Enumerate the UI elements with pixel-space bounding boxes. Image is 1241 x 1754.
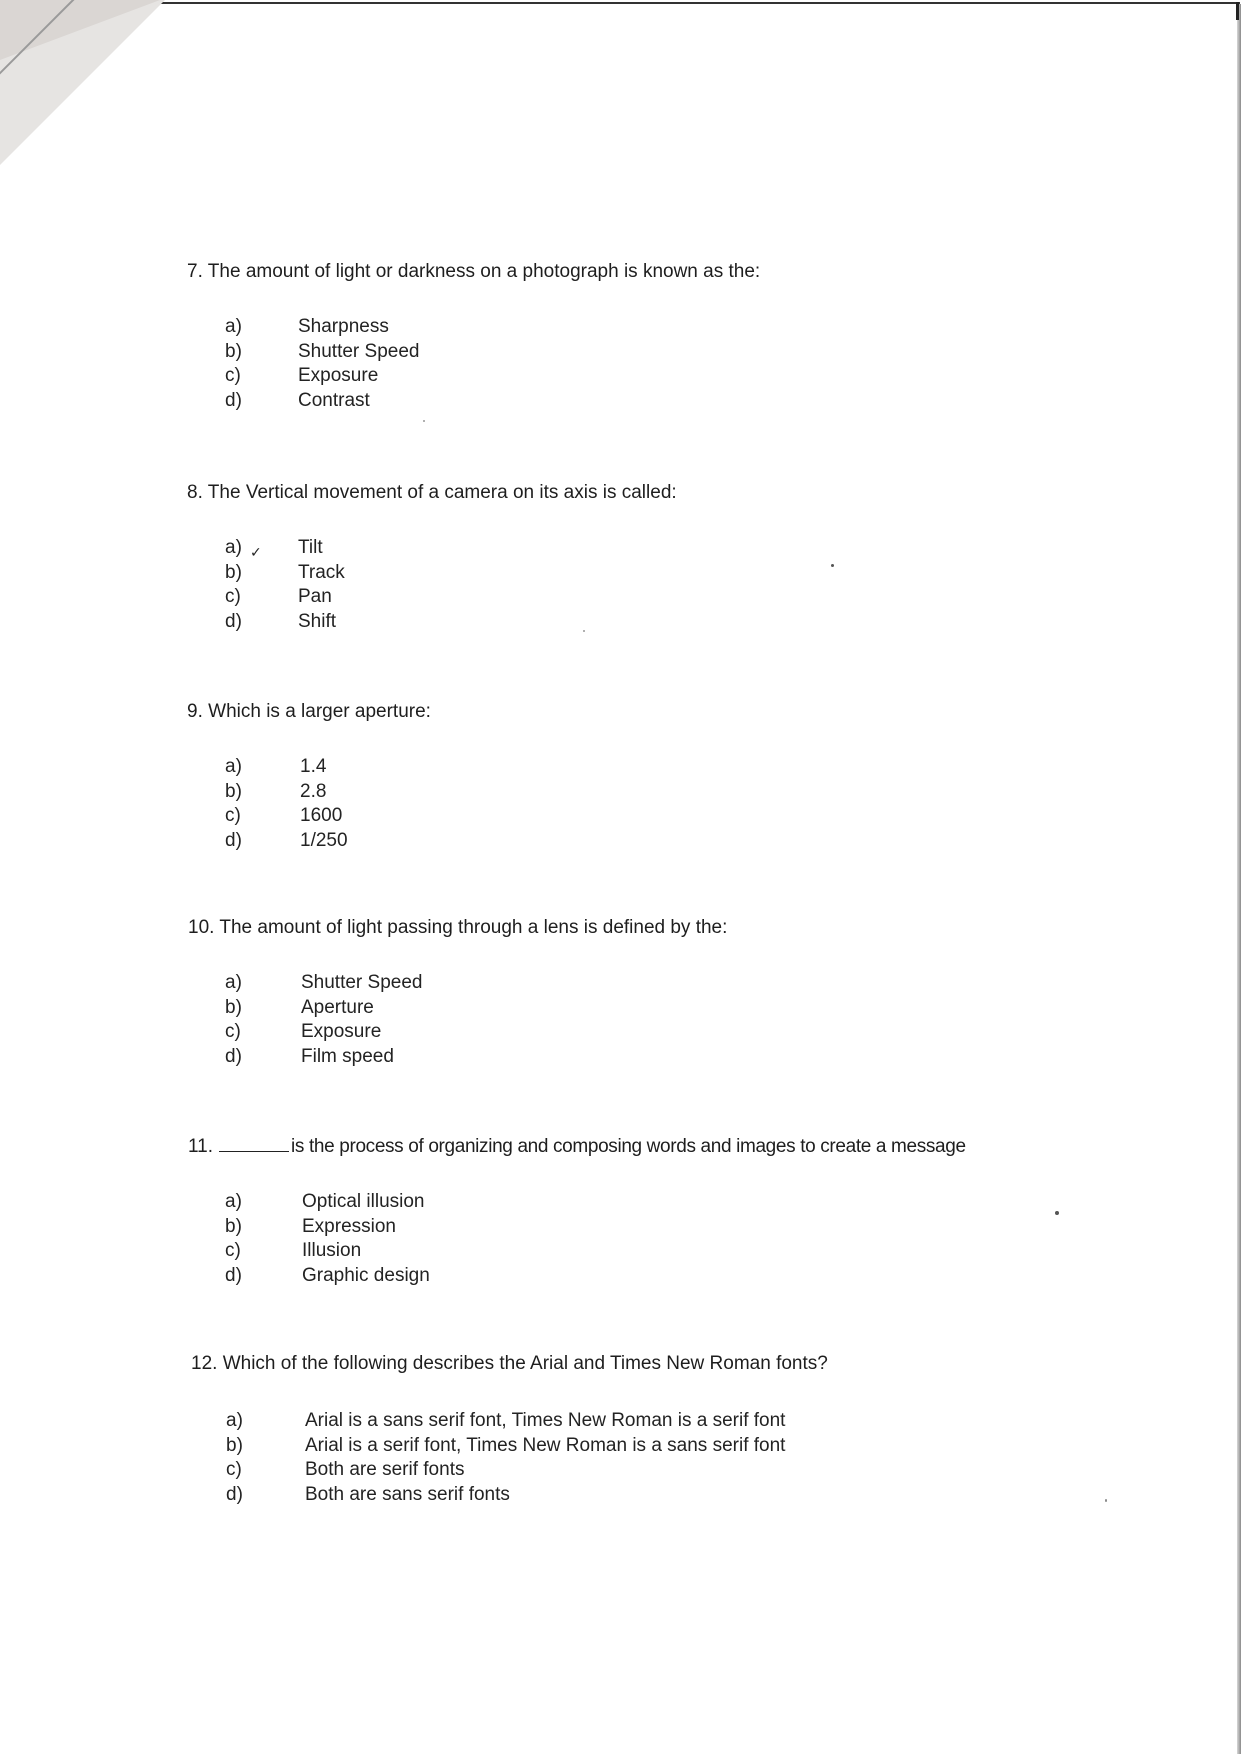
option-a[interactable] bbox=[226, 1409, 863, 1434]
question-10 bbox=[188, 916, 727, 1069]
option-label: a) bbox=[225, 1191, 242, 1212]
option-text: Graphic design bbox=[302, 1264, 430, 1286]
option-label: b) bbox=[225, 561, 242, 583]
scan-speck bbox=[831, 564, 834, 567]
question-10-text bbox=[188, 916, 727, 940]
question-9-options bbox=[225, 755, 469, 853]
option-text: Tilt bbox=[298, 537, 323, 558]
option-label: b) bbox=[225, 1215, 242, 1237]
option-b[interactable] bbox=[226, 1434, 863, 1459]
option-text: Exposure bbox=[298, 365, 379, 386]
question-prompt: The Vertical movement of a camera on its axis is called: bbox=[207, 482, 677, 503]
option-d[interactable] bbox=[225, 1045, 764, 1070]
checkmark-icon: ✓ bbox=[250, 544, 262, 560]
question-number: 11. bbox=[188, 1136, 214, 1157]
question-11-text bbox=[188, 1133, 966, 1159]
option-label: a) bbox=[225, 316, 242, 337]
option-label: d) bbox=[225, 610, 242, 632]
option-label: b) bbox=[225, 996, 242, 1018]
option-label: a) bbox=[225, 756, 242, 777]
scan-top-edge bbox=[150, 2, 1240, 4]
option-label: d) bbox=[225, 389, 242, 411]
option-text: Shutter Speed bbox=[301, 972, 423, 993]
option-label: b) bbox=[225, 340, 242, 362]
question-prompt: The amount of light or darkness on a photograph is known as the: bbox=[207, 261, 761, 282]
option-text: Shutter Speed bbox=[298, 340, 420, 362]
option-text: Film speed bbox=[301, 1045, 394, 1067]
question-prompt: The amount of light passing through a lens is defined by the: bbox=[219, 917, 728, 938]
question-12-text bbox=[191, 1352, 828, 1376]
question-number: 9. bbox=[187, 701, 203, 722]
option-a[interactable] bbox=[225, 971, 764, 996]
option-text: Shift bbox=[298, 610, 337, 632]
option-c[interactable] bbox=[225, 585, 715, 610]
option-label: b) bbox=[226, 1434, 243, 1456]
question-8-options bbox=[225, 536, 715, 634]
question-number: 12. bbox=[191, 1353, 218, 1374]
option-b[interactable] bbox=[225, 996, 764, 1021]
option-b[interactable] bbox=[225, 1215, 1003, 1240]
question-12-options bbox=[226, 1409, 863, 1507]
option-text: Both are sans serif fonts bbox=[305, 1483, 510, 1505]
option-d[interactable] bbox=[225, 1264, 1003, 1289]
scan-speck bbox=[423, 420, 425, 422]
scan-right-corner-mark bbox=[1236, 2, 1239, 20]
question-prompt: is the process of organizing and composing words and images to create a message bbox=[291, 1136, 966, 1157]
question-number: 10. bbox=[188, 917, 215, 938]
option-d[interactable] bbox=[225, 829, 469, 854]
option-label: c) bbox=[225, 805, 241, 826]
option-a[interactable] bbox=[225, 536, 715, 561]
option-label: b) bbox=[225, 780, 242, 802]
option-text: Pan bbox=[298, 586, 332, 607]
option-text: Arial is a serif font, Times New Roman is a sans serif font bbox=[305, 1434, 786, 1456]
question-prompt: Which of the following describes the Arial and Times New Roman fonts? bbox=[222, 1353, 828, 1374]
option-label: c) bbox=[225, 1240, 241, 1261]
option-text: 2.8 bbox=[300, 780, 327, 802]
option-c[interactable] bbox=[225, 804, 469, 829]
question-prompt: Which is a larger aperture: bbox=[208, 701, 431, 722]
question-11-options bbox=[225, 1190, 1003, 1288]
question-9 bbox=[187, 700, 431, 853]
question-number: 7. bbox=[187, 261, 203, 282]
question-number: 8. bbox=[187, 482, 203, 503]
option-label: d) bbox=[225, 829, 242, 851]
option-label: c) bbox=[225, 1021, 241, 1042]
option-label: d) bbox=[225, 1045, 242, 1067]
question-8-text bbox=[187, 481, 677, 505]
option-text: 1.4 bbox=[300, 756, 327, 777]
option-b[interactable] bbox=[225, 340, 798, 365]
option-d[interactable] bbox=[225, 610, 715, 635]
option-label: a) bbox=[225, 537, 242, 558]
question-7 bbox=[187, 260, 760, 413]
option-text: Illusion bbox=[302, 1240, 362, 1261]
option-label: a) bbox=[225, 972, 242, 993]
fold-shadow bbox=[0, 0, 160, 60]
option-a[interactable] bbox=[225, 1190, 1003, 1215]
option-b[interactable] bbox=[225, 561, 715, 586]
scan-speck bbox=[1105, 1499, 1107, 1502]
fill-in-blank[interactable] bbox=[219, 1133, 289, 1152]
option-label: a) bbox=[226, 1410, 243, 1431]
question-9-text bbox=[187, 700, 431, 724]
question-10-options bbox=[225, 971, 764, 1069]
option-text: 1600 bbox=[300, 805, 343, 826]
option-text: 1/250 bbox=[300, 829, 348, 851]
question-11 bbox=[188, 1133, 966, 1288]
option-c[interactable] bbox=[225, 364, 798, 389]
option-text: Aperture bbox=[301, 996, 374, 1018]
question-12 bbox=[191, 1352, 828, 1507]
option-text: Exposure bbox=[301, 1021, 382, 1042]
option-label: c) bbox=[225, 586, 241, 607]
scan-right-edge bbox=[1237, 4, 1241, 1754]
question-8 bbox=[187, 481, 677, 634]
question-7-text bbox=[187, 260, 760, 284]
folded-corner bbox=[0, 0, 170, 170]
option-c[interactable] bbox=[226, 1458, 863, 1483]
option-c[interactable] bbox=[225, 1020, 764, 1045]
option-text: Contrast bbox=[298, 389, 370, 411]
option-label: d) bbox=[226, 1483, 243, 1505]
option-text: Arial is a sans serif font, Times New Roman is a serif font bbox=[305, 1410, 786, 1431]
option-text: Sharpness bbox=[298, 316, 389, 337]
option-a[interactable] bbox=[225, 755, 469, 780]
option-d[interactable] bbox=[226, 1483, 863, 1508]
option-label: d) bbox=[225, 1264, 242, 1286]
scan-speck bbox=[1055, 1211, 1059, 1215]
option-c[interactable] bbox=[225, 1239, 1003, 1264]
option-d[interactable] bbox=[225, 389, 798, 414]
option-text: Both are serif fonts bbox=[305, 1459, 465, 1480]
option-text: Optical illusion bbox=[302, 1191, 425, 1212]
option-text: Expression bbox=[302, 1215, 396, 1237]
option-a[interactable] bbox=[225, 315, 798, 340]
scan-speck bbox=[583, 630, 585, 632]
option-b[interactable] bbox=[225, 780, 469, 805]
option-text: Track bbox=[298, 561, 345, 583]
option-label: c) bbox=[226, 1459, 242, 1480]
question-7-options bbox=[225, 315, 798, 413]
option-label: c) bbox=[225, 365, 241, 386]
